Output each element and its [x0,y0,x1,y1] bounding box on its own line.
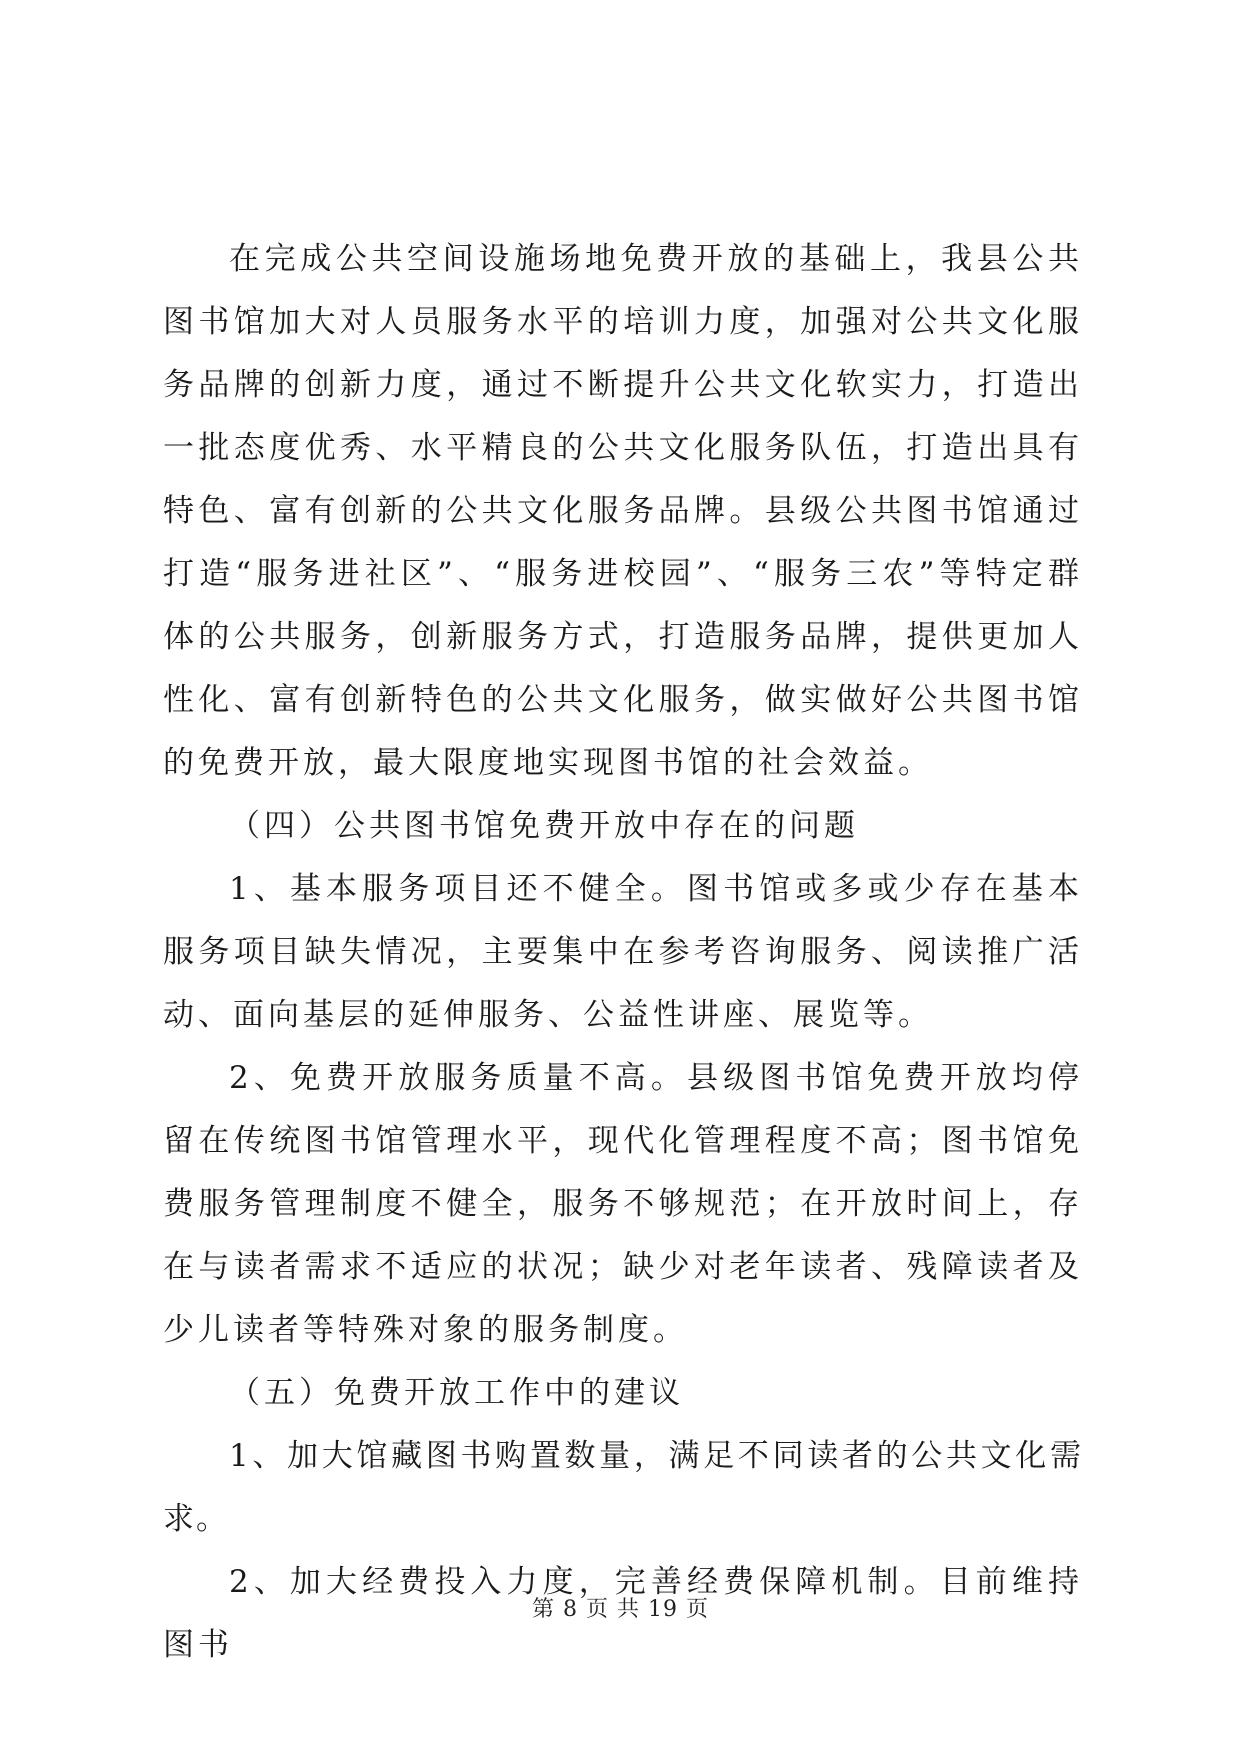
body-paragraph: 2、免费开放服务质量不高。县级图书馆免费开放均停留在传统图书馆管理水平，现代化管理程度不高；图书馆免费服务管理制度不健全，服务不够规范；在开放时间上，存在与读者需求不适应的状况；缺少对老年读者、残障读者及少儿读者等特殊对象的服务制度。 [163,1060,1083,1348]
page-number-footer: 第 8 页 共 19 页 [532,1597,709,1622]
body-paragraph: 1、基本服务项目还不健全。图书馆或多或少存在基本服务项目缺失情况，主要集中在参考咨询服务、阅读推广活动、面向基层的延伸服务、公益性讲座、展览等。 [163,871,1083,1033]
body-paragraph: 在完成公共空间设施场地免费开放的基础上，我县公共图书馆加大对人员服务水平的培训力度，加强对公共文化服务品牌的创新力度，通过不断提升公共文化软实力，打造出一批态度优秀、水平精良的公共文化服务队伍，打造出具有特色、富有创新的公共文化服务品牌。县级公共图书馆通过打造“服务进社区”、“服务进校园”、“服务三农”等特定群体的公共服务，创新服务方式，打造服务品牌，提供更加人性化、富有创新特色的公共文化服务，做实做好公共图书馆的免费开放，最大限度地实现图书馆的社会效益。 [163,241,1083,781]
section-heading: （五）免费开放工作中的建议 [229,1375,684,1411]
document-body [163,228,1083,1677]
body-paragraph: 1、加大馆藏图书购置数量，满足不同读者的公共文化需求。 [163,1438,1083,1537]
body-paragraph: 2、加大经费投入力度，完善经费保障机制。目前维持图书 [163,1564,1083,1663]
section-heading: （四）公共图书馆免费开放中存在的问题 [229,808,859,844]
